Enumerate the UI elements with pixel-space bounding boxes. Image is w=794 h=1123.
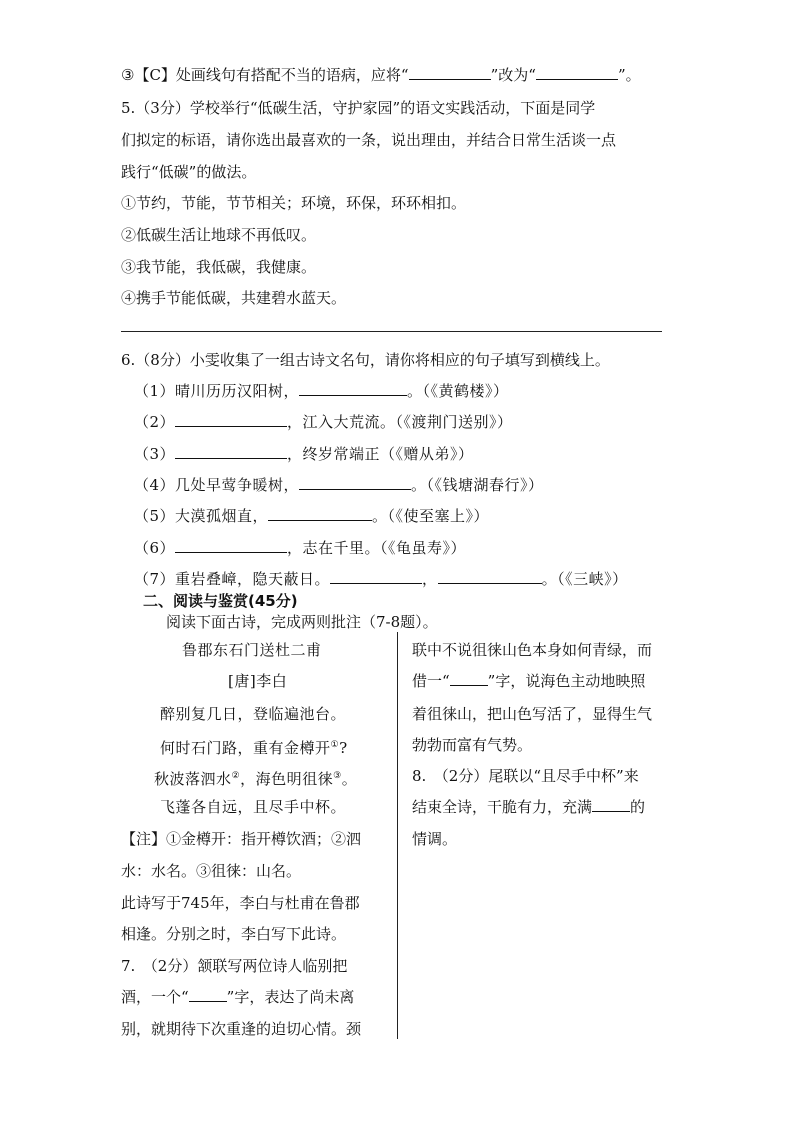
answer-blank[interactable] [438,569,542,584]
poem-text: 秋波落泗水 [154,770,232,788]
q6-item [134,381,509,401]
section-title: 二、阅读与鉴赏(45分) [143,592,298,610]
section-intro: 阅读下面古诗，完成两则批注（7-8题）。 [166,613,438,631]
q6-item-source: 。（《钱塘湖春行》） [411,476,544,494]
q6-item-text: ，志在千里。（《龟虽寿》） [287,539,467,557]
poem-line: 飞蓬各自远，且尽手中杯。 [160,798,347,816]
q8-line [412,797,645,817]
q6-item-source: 。（《三峡》） [541,570,628,588]
q6-item-text: （4）几处早莺争暖树， [134,476,300,494]
answer-blank[interactable] [268,506,372,521]
q6-item-num: （3） [134,445,176,463]
q6-item-text: （7）重岩叠嶂，隐天蔽日。 [134,570,331,588]
q6-item-source: 。（《黄鹤楼》） [407,382,509,400]
q4-item3 [121,65,641,85]
poem-title: 鲁郡东石门送杜二甫 [182,641,322,659]
q7-text: 酒，一个“ [121,988,189,1006]
q8-text: 的 [630,798,646,816]
q6-item [134,412,513,432]
note-line: 水：水名。③徂徕：山名。 [121,862,302,880]
answer-blank[interactable] [175,444,287,459]
answer-blank[interactable] [175,538,287,553]
note-line: 此诗写于745年，李白与杜甫在鲁郡 [121,894,360,912]
poem-line [154,766,357,789]
q6-item-text: （5）大漠孤烟直， [134,507,269,525]
q7-line: 别，就期待下次重逢的迫切心情。颈 [121,1020,362,1038]
q6-item-text: ，终岁常端正（《赠从弟》） [287,445,474,463]
answer-line[interactable] [121,331,662,332]
poem-line [160,735,348,758]
q6-item [134,506,489,526]
annotation-text: 借一“ [412,672,450,690]
answer-blank[interactable] [450,671,488,686]
q6-item [134,475,544,495]
q6-intro: 6.（8分）小雯收集了一组古诗文名句，请你将相应的句子填写到横线上。 [121,351,610,369]
footnote-mark: ② [231,771,241,781]
note-line: 相逢。分别之时，李白写下此诗。 [121,925,347,943]
answer-blank[interactable] [409,65,491,80]
note-line: 【注】①金樽开：指开樽饮酒；②泗 [121,830,362,848]
poem-author: [唐]李白 [228,672,288,690]
answer-blank[interactable] [299,475,411,490]
answer-blank[interactable] [175,412,287,427]
q6-item [134,538,466,558]
poem-line: 醉别复几日，登临遍池台。 [160,705,347,723]
poem-text: 何时石门路，重有金樽开 [160,739,331,757]
poem-text: ，海色明徂徕 [240,770,334,788]
q7-line [121,987,354,1007]
q6-item [134,569,628,589]
q6-item [134,444,474,464]
annotation-text: ”字，说海色主动地映照 [487,672,646,690]
q5-option: ①节约，节能，节节相关；环境，环保，环环相扣。 [121,194,467,212]
poem-text: 。 [341,770,358,788]
q8-line: 8. （2分）尾联以“且尽手中杯”来 [412,767,639,785]
q8-line: 情调。 [412,830,458,848]
annotation-line: 勃勃而富有气势。 [412,736,533,754]
footnote-mark: ① [330,740,340,750]
q8-text: 结束全诗，干脆有力，充满 [412,798,593,816]
q6-item-source: 。（《使至塞上》） [372,507,490,525]
answer-blank[interactable] [330,569,422,584]
q6-item-text: （1）晴川历历汉阳树， [134,382,300,400]
q6-item-num: （2） [134,413,176,431]
q5-option: ②低碳生活让地球不再低叹。 [121,226,317,244]
answer-blank[interactable] [536,65,618,80]
q5-option: ③我节能，我低碳，我健康。 [121,258,317,276]
answer-blank[interactable] [592,797,630,812]
answer-blank[interactable] [299,381,407,396]
annotation-line [412,671,645,691]
q6-item-num: （6） [134,539,176,557]
q5-line: 践行“低碳”的做法。 [121,163,257,181]
footnote-mark: ③ [333,771,342,781]
poem-text: ? [339,739,348,757]
q4-item3-end: ”。 [617,66,641,84]
answer-blank[interactable] [189,987,227,1002]
q6-item-sep: ， [422,570,438,588]
q6-item-text: ，江入大荒流。（《渡荆门送别》） [287,413,513,431]
q5-line: 5.（3分）学校举行“低碳生活，守护家园”的语文实践活动，下面是同学 [121,99,596,117]
annotation-line: 联中不说徂徕山色本身如何青绿，而 [412,641,653,659]
q4-item3-text: ③【C】处画线句有搭配不当的语病，应将“ [121,66,409,84]
q4-item3-mid: ”改为“ [490,66,536,84]
annotation-line: 着徂徕山，把山色写活了，显得生气 [412,705,653,723]
q5-option: ④携手节能低碳，共建碧水蓝天。 [121,289,347,307]
q5-line: 们拟定的标语，请你选出最喜欢的一条，说出理由，并结合日常生活谈一点 [121,131,617,149]
q7-text: ”字，表达了尚未离 [226,988,355,1006]
q7-line: 7. （2分）颔联写两位诗人临别把 [121,957,348,975]
column-divider [397,632,398,1039]
